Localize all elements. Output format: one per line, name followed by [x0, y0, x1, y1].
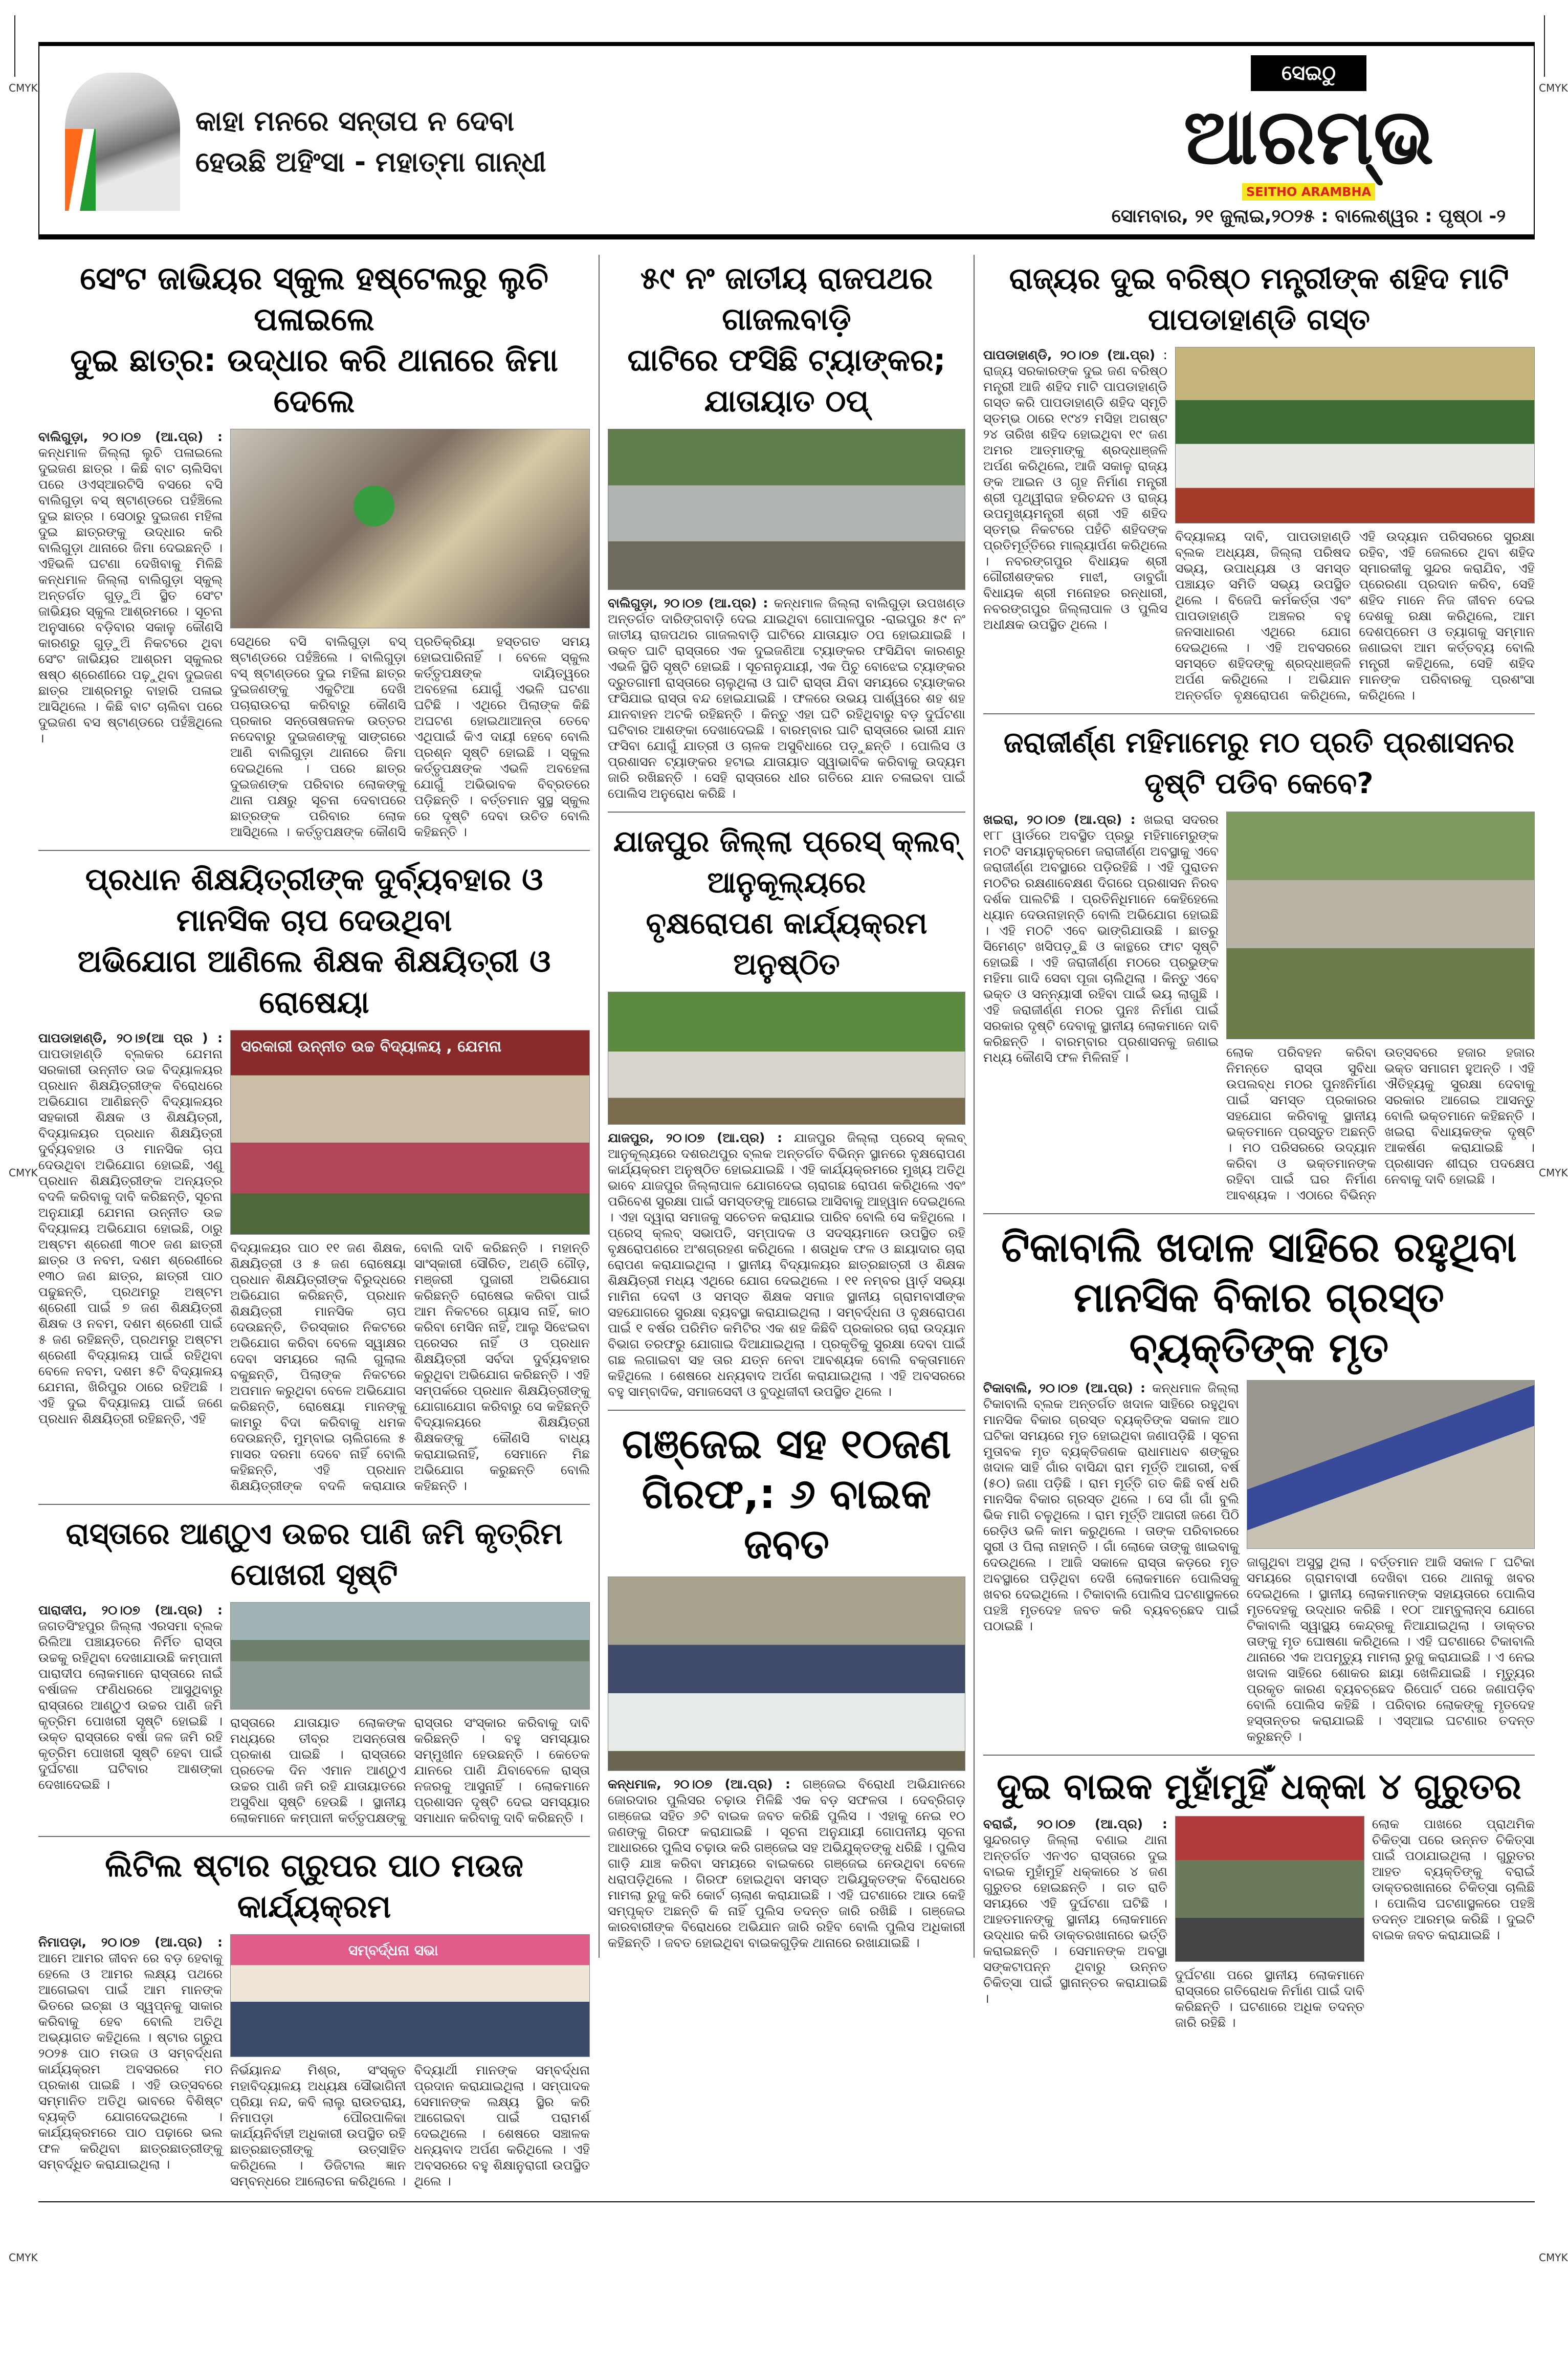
cmyk-mark: CMYK	[1539, 2251, 1568, 2264]
gandhi-quote	[195, 101, 546, 183]
story-content	[38, 1030, 590, 1494]
headline	[608, 821, 965, 984]
newspaper-page	[38, 0, 1535, 2223]
body-text: ଜଗତସିଂହପୁର ଜିଲ୍ଲା ଏରସମା ବ୍ଲକ ରିଲିଆ ପଞ୍ଚାୟତରେ ନିର୍ମିତ ରାସ୍ତା ଉଚ୍ଚକୁ ରହିଥିବା ଦେଖାଯାଉଛି କମ୍ପାନୀ ପାରାଦୀପ ଲୋକମାନେ ରାସ୍ତାରେ ନାଇଁ ବର୍ଷାଜଳ ଫଣିଧରରେ ଆସୁଥିବାରୁ ରାସ୍ତାରେ ଆଣ୍ଠୁଏ ଉଚ୍ଚର ପାଣି ଜମି କୃତ୍ରିମ ପୋଖରୀ ସୃଷ୍ଟି ହୋଇଛି । ଉକ୍ତ ରାସ୍ତାରେ ବର୍ଷା ଜଳ ଜମି ରହି କୃତ୍ରିମ ପୋଖରୀ ସୃଷ୍ଟି ହେବା ପାଇଁ ଦୁର୍ଘଟଣା ଘଟିବାର ଆଶଙ୍କା ଦେଖାଦେଇଛି ।	[38, 1618, 223, 1792]
masthead-english-tag: SEITHO ARAMBHA	[1242, 183, 1375, 201]
story-body	[38, 429, 223, 746]
divider	[38, 1836, 590, 1837]
story-side	[230, 1934, 590, 2189]
headline-line: ଗିରଫ,: ୬ ବାଇକ ଜବତ	[642, 1470, 932, 1568]
story-body	[608, 1130, 965, 1399]
story-body: ଜାଗୁଥିବା ଅସୁସ୍ଥ ଥିଲା । ବର୍ତ୍ତମାନ ଆଜି ସକାଳ ୮ ଘଟିକା ସମୟରେ ଗ୍ରାମବାସୀ ଦେଖିବା ପରେ ଥାନାକୁ ଖବର ଦେଇଥିଲେ । ସ୍ଥାନୀୟ ଲୋକମାନଙ୍କ ସହାୟତାରେ ପୋଲିସ ମୃତଦେହକୁ ଉଦ୍ଧାର କରିଛି । ୧୦୮ ଆମ୍ବୁଲାନ୍ସ ଯୋଗେ ଟିକାବାଲି ସ୍ୱାସ୍ଥ୍ୟ କେନ୍ଦ୍ରକୁ ନିଆଯାଇଥିଲା । ଡାକ୍ତର ତାଙ୍କୁ ମୃତ ଘୋଷଣା କରିଥିଲେ । ଏହି ଘଟଣାରେ ଟିକାବାଲି ଥାନାରେ ଏକ ଅପମୃତ୍ୟୁ ମାମଲା ରୁଜୁ କରାଯାଇଛି । ଏ ନେଇ ଖଦାଳ ସାହିରେ ଶୋକର ଛାୟା ଖେଳିଯାଇଛି । ମୃତ୍ୟୁର ପ୍ରକୃତ କାରଣ ବ୍ୟବଚ୍ଛେଦ ରିପୋର୍ଟ ପରେ ଜଣାପଡ଼ିବ ବୋଲି ପୋଲିସ କହିଛି । ପରିବାର ଲୋକଙ୍କୁ ମୃତଦେହ ହସ୍ତାନ୍ତର କରାଯାଇଛି । ଏସ୍ଆଇ ଘଟଣାର ତଦନ୍ତ କରୁଛନ୍ତି ।	[1246, 1555, 1535, 1744]
story-photo	[230, 1934, 590, 2057]
story-content	[608, 1577, 965, 1951]
dateline: ବାଲିଗୁଡ଼ା, ୨୦।୦୭ (ଆ.ପ୍ର) :	[608, 596, 768, 610]
story-body	[983, 812, 1219, 1065]
story-body: ଦୁର୍ଘଟଣା ପରେ ସ୍ଥାନୀୟ ଲୋକମାନେ ରାସ୍ତାରେ ଗତିରୋଧକ ନିର୍ମାଣ ପାଇଁ ଦାବି କରିଛନ୍ତି । ଘଟଣାରେ ଅଧିକ ତଦନ୍ତ ଜାରି ରହିଛି ।	[1175, 1967, 1364, 2030]
story-body	[983, 1380, 1239, 1634]
story-side	[230, 1602, 590, 1826]
story-body: ଲୋକ ପାଖରେ ପ୍ରାଥମିକ ଚିକିତ୍ସା ପରେ ଉନ୍ନତ ଚିକିତ୍ସା ପାଇଁ ପଠାଯାଇଥିଲା । ଗୁରୁତର ଆହତ ବ୍ୟକ୍ତିଙ୍କୁ ବରାଇଁ ଡାକ୍ତରଖାନାରେ ଚିକିତ୍ସା ଚାଲିଛି । ପୋଲିସ ଘଟଣାସ୍ଥଳରେ ପହଞ୍ଚି ତଦନ୍ତ ଆରମ୍ଭ କରିଛି । ଦୁଇଟି ବାଇକ ଜବତ କରାଯାଇଛି ।	[1372, 1817, 1535, 1942]
story-content	[983, 1816, 1535, 2030]
cmyk-mark: CMYK	[9, 2251, 38, 2264]
gandhi-quote-line1: କାହା ମନରେ ସନ୍ତାପ ନ ଦେବା	[195, 105, 515, 137]
body-text: : ରାଜ୍ୟ ସରକାରଙ୍କ ଦୁଇ ଜଣ ବରିଷ୍ଠ ମନ୍ତ୍ରୀ ଆଜି ଶହିଦ ମାଟି ପାପଡାହାଣ୍ଡି ଗସ୍ତ କରି ପାପଡାହାଣ୍ଡି ଶହିଦ ସ୍ମୃତି ସ୍ତମ୍ଭ ଠାରେ ୧୯୪୨ ମସିହା ଅଗଷ୍ଟ ୨୪ ତାରିଖ ଶହିଦ ହୋଇଥିବା ୧୯ ଜଣ ଅମର ଆତ୍ମାଙ୍କୁ ଶ୍ରଦ୍ଧାଞ୍ଜଳି ଅର୍ପଣ କରିଥିଲେ, ଆଜି ସକାଳୁ ରାଜ୍ୟ ଙ୍କ ଆଇନ ଓ ଗୃହ ନିର୍ମାଣ ମନ୍ତ୍ରୀ ଶ୍ରୀ ପୃଥ୍ୱୀରାଜ ହରିଚନ୍ଦନ ଓ ରାଜ୍ୟ ଉପମୁଖ୍ୟମନ୍ତ୍ରୀ ଶ୍ରୀ ଏହି ଶହିଦ ସ୍ତମ୍ଭ ନିକଟରେ ପହଁଚି ଶହିଦଙ୍କ ପ୍ରତିମୂର୍ତ୍ତିରେ ମାଲ୍ୟାର୍ପଣ କରିଥିଲେ । ନବରଙ୍ଗପୁର ବିଧାୟକ ଶ୍ରୀ ଗୌରୀଶଙ୍କର ମାଝୀ, ଡାବୁଗାଁ ବିଧାୟକ ଶ୍ରୀ ମନୋହର ରନ୍ଧାରୀ, ନବରଙ୍ଗପୁର ଜିଲ୍ଲାପାଳ ଓ ପୁଲିସ ଅଧୀକ୍ଷକ ଉପସ୍ଥିତ ଥିଲେ ।	[983, 347, 1167, 632]
body-text: ଖଇରା ସଦରର ୧୮୮ ୱାର୍ଡରେ ଅବସ୍ଥିତ ପ୍ରଭୁ ମହିମାମେରୁଙ୍କ ମଠଟି ସମୟାନୁକ୍ରମେ ଜରାଜୀର୍ଣ୍ଣ ଅବସ୍ଥାକୁ ଏବେ ଜରାଜୀର୍ଣ୍ଣ ଅବସ୍ଥାରେ ପଡ଼ିରହିଛି । ଏହି ପୁରାତନ ମଠଟିର ରକ୍ଷଣାବେକ୍ଷଣ ଦିଗରେ ପ୍ରଶାସନ ନିରବ ଦର୍ଶକ ପାଲଟିଛି । ପ୍ରତିନିଧିମାନେ କେହିହେଲେ ଧ୍ୟାନ ଦେଉନାହାନ୍ତି ବୋଲି ଅଭିଯୋଗ ହୋଇଛି । ଏହି ମଠଟି ଏବେ ଭାଙ୍ଗିଯାଉଛି । ଛାତରୁ ସିମେଣ୍ଟ ଖସିପଡ଼ୁଛି ଓ କାନ୍ଥରେ ଫାଟ ସୃଷ୍ଟି ହୋଇଛି । ଏହି ଜରାଜୀର୍ଣ୍ଣ ମଠରେ ପ୍ରଭୁଙ୍କ ମହିମା ଗାଦି ସେବା ପୂଜା ଚାଲିଥିଲା । କିନ୍ତୁ ଏବେ ଭକ୍ତ ଓ ସନ୍ନ୍ୟାସୀ ରହିବା ପାଇଁ ଭୟ ଲାଗୁଛି । ଏହି ଜରାଜୀର୍ଣ୍ଣ ମଠର ପୁନଃ ନିର୍ମାଣ ପାଇଁ ସରକାର ଦୃଷ୍ଟି ଦେବାକୁ ସ୍ଥାନୀୟ ଲୋକମାନେ ଦାବି କରିଛନ୍ତି । ବାରମ୍ବାର ପ୍ରଶାସନକୁ ଜଣାଇ ମଧ୍ୟ କୌଣସି ଫଳ ମିଳିନାହିଁ ।	[983, 812, 1219, 1065]
story-body: ବିଦ୍ୟାଳୟର ପାଠ ୧୧ ଜଣ ଶିକ୍ଷକ, ଶିକ୍ଷୟିତ୍ରୀ ଓ ୫ ଜଣ ରୋଷେୟା ପ୍ରଧାନ ଶିକ୍ଷୟିତ୍ରୀଙ୍କ ବିରୁଦ୍ଧରେ ଅଭିଯୋଗ କରିଛନ୍ତି, ପ୍ରଧାନ ଶିକ୍ଷୟିତ୍ରୀ ମାନସିକ ଚାପ ଦେଉଛନ୍ତି, ତିରସ୍କାର ନିକଟରେ ଅଭିଯୋଗ କରିବା ବେଳେ ସ୍ୱାକ୍ଷର ଦେବା ସମୟରେ ଲାଲି ଗୁଲାଲ ବକୁଛନ୍ତି, ପିଲାଙ୍କ ନିକଟରେ ଅପମାନ କରୁଥିବା ବେଳେ ଅଭିଯୋଗ କରିଛନ୍ତି, ରୋଷେୟା ମାନଙ୍କୁ କାମରୁ ବିଦା କରିବାକୁ ଧମକ ଦେଉଛନ୍ତି, ମୁମ୍ବାଇ ଚାଲିଗଲେ ୫ ମାସର ଦରମା ଦେବେ ନାହିଁ ବୋଲି କହିଛନ୍ତି, ଏହି ପ୍ରଧାନ ଶିକ୍ଷୟିତ୍ରୀଙ୍କ ବଦଳି କରାଯାଉ ବୋଲି ଦାବି କରିଛନ୍ତି । ମହାନ୍ତି ସାଂସ୍କାରୀ ସୌରିତ, ଅଣ୍ଡି ଗୌଡ଼, ମଞ୍ଜରୀ ପୁଜାରୀ ଅଭିଯୋଗ କରିଛନ୍ତି ରୋଷେଇ କରିବା ପାଇଁ ଆମ ନିକଟରେ ଗ୍ୟାସ ନାହିଁ, କାଠ କରିବା ମେସିନ ନାହିଁ, ଆଲୁ ସିଝେଇବା ପ୍ରେସର ନାହିଁ ଓ ପ୍ରଧାନ ଶିକ୍ଷୟିତ୍ରୀ ସର୍ବଦା ଦୁର୍ବ୍ୟବହାର କରୁଥିବା ଅଭିଯୋଗ କରିଛନ୍ତି । ଏହି ସମ୍ପର୍କରେ ପ୍ରଧାନ ଶିକ୍ଷୟିତ୍ରୀଙ୍କୁ ଯୋଗାଯୋଗ କରିବାରୁ ସେ କହିଛନ୍ତି ବିଦ୍ୟାଳୟରେ ଶିକ୍ଷୟିତ୍ରୀ ଶିକ୍ଷକଙ୍କୁ କୌଣସି ବାଧ୍ୟ କରାଯାଇନାହିଁ, ସେମାନେ ମିଛ ଅଭିଯୋଗ କରୁଛନ୍ତି ବୋଲି କହିଛନ୍ତି ।	[230, 1240, 590, 1493]
play-icon	[354, 486, 394, 527]
story-content	[983, 347, 1535, 703]
story-body	[983, 347, 1167, 632]
story-dilapidated-math	[983, 719, 1535, 1210]
story-body	[38, 1934, 223, 2172]
story-little-star-group	[38, 1842, 590, 2196]
dateline: ପାରାଦୀପ, ୨୦।୦୭ (ଆ.ପ୍ର) :	[38, 1603, 223, 1617]
headline-line: ଗଞ୍ଜେଇ ସହ ୧୦ଜଣ	[622, 1420, 952, 1468]
masthead-header	[38, 42, 1535, 239]
photo-sign-text: ସରକାରୀ ଉନ୍ନୀତ ଉଚ୍ଚ ବିଦ୍ୟାଳୟ , ଯେମନା	[241, 1038, 502, 1056]
headline: ଜରାଜୀର୍ଣ୍ଣ ମହିମାମେରୁ ମଠ ପ୍ରତି ପ୍ରଶାସନର ଦୃଷ୍ଟି ପଡିବ କେବେ?	[1003, 726, 1515, 800]
story-tanker-stuck	[608, 255, 965, 808]
divider	[983, 1213, 1535, 1214]
dateline: ଟିକାବାଲି, ୨୦।୦୭ (ଆ.ପ୍ର) :	[983, 1381, 1145, 1395]
story-body: ସେଥିରେ ବସି ବାଲିଗୁଡ଼ା ବସ୍ ଷ୍ଟାଣ୍ଡରେ ପହଁଞ୍ଚିଲେ । ବାଲିଗୁଡ଼ା ବସ୍ ଷ୍ଟାଣ୍ଡରେ ଦୁଇ ମହିଳା ଛାତ୍ର ଦୁଇଜଣଙ୍କୁ ଏକୁଟିଆ ଦେଖି ପଚାରାଉଚରା କରିବାରୁ କୌଣସି ପ୍ରକାର ସନ୍ତୋଷଜନକ ଉତ୍ତର ନଦେବାରୁ ଦୁଇଜଣଙ୍କୁ ସାଙ୍ଗରେ ଆଣି ବାଲିଗୁଡ଼ା ଥାନାରେ ଜିମା ଦେଇଥିଲେ । ପରେ ଛାତ୍ର ଦୁଇଜଣଙ୍କ ପରିବାର ଲୋକଙ୍କୁ ଥାନା ପକ୍ଷରୁ ସୂଚନା ଦେବାପରେ ଛାତ୍ରଙ୍କ ପରିବାର ଲୋକ ଆସିଥିଲେ । କର୍ତ୍ତୃପକ୍ଷଙ୍କ କୌଣସି ପ୍ରତିକ୍ରିୟା ହସ୍ତଗତ ସମୟ ହୋଇପାରିନାହିଁ । ବେଳେ ସ୍କୁଲ କର୍ତ୍ତୃପକ୍ଷଙ୍କ ଦାୟିତ୍ୱରେ ଅବହେଳା ଯୋଗୁଁ ଏଭଳି ଘଟଣା ଘଟିଛି । ଏଥିରେ ପିଲାଙ୍କ କିଛି ଅଘଟଣ ହୋଇଥାଆନ୍ତା ତେବେ ଏଥିପାଇଁ କିଏ ଦାୟୀ ହେବେ ବୋଲି ପ୍ରଶ୍ନ ସୃଷ୍ଟି ହୋଇଛି । ସ୍କୁଲ କର୍ତ୍ତୃପକ୍ଷଙ୍କ ଏଭଳି ଅବହେଳା ଯୋଗୁଁ ଅଭିଭାବକ ବିବ୍ରତରେ ପଡ଼ିଛନ୍ତି । ବର୍ତ୍ତମାନ ସୁସ୍ଥ ସ୍କୁଲ ରେ ଦୃଷ୍ଟି ଦେବା ଉଚିତ ବୋଲି କହିଛନ୍ତି ।	[230, 634, 590, 839]
body-text: ଗଞ୍ଜେଇ ବିରୋଧୀ ଅଭିଯାନରେ ଜୋରଦାର ପୁଲିସର ଚଢ଼ାଉ ମିଳିଛି ଏକ ବଡ଼ ସଫଳତା । ଦେବ୍ରିଗଡ଼ ଗଞ୍ଜେଇ ସହିତ ୬ଟି ବାଇକ ଜବତ କରିଛି ପୁଲିସ । ଏହାକୁ ନେଇ ୧୦ ଜଣଙ୍କୁ ଗିରଫ କରାଯାଇଛି । ସୂଚନା ଅନୁଯାୟୀ ଗୋପନୀୟ ସୂଚନା ଆଧାରରେ ପୁଲିସ ଚଢ଼ାଉ କରି ଗଞ୍ଜେଇ ସହ ଅଭିଯୁକ୍ତଙ୍କୁ ଧରିଛି । ପୁଲିସ ଗାଡ଼ି ଯାଞ୍ଚ କରିବା ସମୟରେ ବାଇକରେ ଗଞ୍ଜେଇ ନେଉଥିବା ବେଳେ ଧରାପଡ଼ିଥିଲେ । ଗିରଫ ହୋଇଥିବା ସମସ୍ତ ଅଭିଯୁକ୍ତଙ୍କ ବିରୋଧରେ ମାମଲା ରୁଜୁ କରି କୋର୍ଟ ଚାଲାଣ କରାଯାଇଛି । ଏହି ଘଟଣାରେ ଆଉ କେହି ସମ୍ପୃକ୍ତ ଅଛନ୍ତି କି ନାହିଁ ପୁଲିସ ତଦନ୍ତ ଜାରି ରଖିଛି । ଗଞ୍ଜେଇ କାରବାରୀଙ୍କ ବିରୋଧରେ ଅଭିଯାନ ଜାରି ରହିବ ବୋଲି ପୁଲିସ ଅଧିକାରୀ କହିଛନ୍ତି । ଜବତ ହୋଇଥିବା ବାଇକଗୁଡ଼ିକ ଥାନାରେ ରଖାଯାଇଛି ।	[608, 1777, 965, 1950]
cmyk-mark: CMYK	[1539, 1167, 1568, 1179]
headline: ରାଜ୍ୟର ଦୁଇ ବରିଷ୍ଠ ମନ୍ତ୍ରୀଙ୍କ ଶହିଦ ମାଟି ପାପଡାହାଣ୍ଡି ଗସ୍ତ	[1009, 261, 1509, 337]
story-body	[38, 1602, 223, 1792]
story-body	[608, 595, 965, 801]
issue-dateline: ସୋମବାର, ୨୧ ଜୁଲାଇ,୨୦୨୫ : ବାଲେଶ୍ୱର : ପୃଷ୍ଠା -୨	[1111, 206, 1506, 227]
middle-column	[599, 255, 975, 1958]
cmyk-mark: CMYK	[9, 1167, 38, 1179]
story-photo	[1247, 1380, 1535, 1549]
divider	[38, 850, 590, 851]
body-text: ଯାଜପୁର ଜିଲ୍ଲା ପ୍ରେସ୍ କ୍ଲବ୍ ଆନୁକୂଲ୍ୟରେ ଦଶରଥପୁର ବ୍ଲକ ଅନ୍ତର୍ଗତ ବିଭିନ୍ନ ସ୍ଥାନରେ ବୃକ୍ଷରୋପଣ କାର୍ଯ୍ୟକ୍ରମ ଅନୁଷ୍ଠିତ ହୋଇଯାଇଛି । ଏହି କାର୍ଯ୍ୟକ୍ରମରେ ମୁଖ୍ୟ ଅତିଥି ଭାବେ ଯାଜପୁର ଜିଲ୍ଲାପାଳ ଯୋଗଦେଇ ଚାରାଗଛ ରୋପଣ କରିଥିଲେ ଏବଂ ପରିବେଶ ସୁରକ୍ଷା ପାଇଁ ସମସ୍ତଙ୍କୁ ଆଗେଇ ଆସିବାକୁ ଆହ୍ୱାନ ଦେଇଥିଲେ । ଏହା ଦ୍ୱାରା ସମାଜକୁ ସଚେତନ କରାଯାଇ ପାରିବ ବୋଲି ସେ କହିଥିଲେ । ପ୍ରେସ୍ କ୍ଲବ୍ ସଭାପତି, ସମ୍ପାଦକ ଓ ସଦସ୍ୟମାନେ ଉପସ୍ଥିତ ରହି ବୃକ୍ଷରୋପଣରେ ଅଂଶଗ୍ରହଣ କରିଥିଲେ । ଶତାଧିକ ଫଳ ଓ ଛାୟାଦାର ଚାରା ରୋପଣ କରାଯାଇଥିଲା । ସ୍ଥାନୀୟ ବିଦ୍ୟାଳୟର ଛାତ୍ରଛାତ୍ରୀ ଓ ଶିକ୍ଷକ ଶିକ୍ଷୟିତ୍ରୀ ମଧ୍ୟ ଏଥିରେ ଯୋଗ ଦେଇଥିଲେ । ୧୧ ନମ୍ବର ୱାର୍ଡ଼ ସଭ୍ୟା ମାମିନା ଦେବୀ ଓ ସମସ୍ତ ଶିକ୍ଷକ ସମାଜ ସ୍ଥାନୀୟ ଗ୍ରାମବାସୀଙ୍କ ସହଯୋଗରେ ସୁରକ୍ଷା ବ୍ୟବସ୍ଥା କରାଯାଇଥିଲା । ସମ୍ବର୍ଦ୍ଧନା ଓ ବୃକ୍ଷରୋପଣ ପାଇଁ ୧ ବର୍ଷର ପରିମିତ କମିଟିର ଏକ ଶହ କିଛିବି ପ୍ରକାରର ଚାରା ଉଦ୍ୟାନ ବିଭାଗ ତରଫରୁ ଯୋଗାଇ ଦିଆଯାଇଥିଲା । ପ୍ରକୃତିକୁ ସୁରକ୍ଷା ଦେବା ପାଇଁ ଗଛ ଲଗାଇବା ସହ ତାର ଯତ୍ନ ନେବା ଆବଶ୍ୟକ ବୋଲି ବକ୍ତାମାନେ କହିଥିଲେ । ଶେଷରେ ଧନ୍ୟବାଦ ଅର୍ପଣ କରାଯାଇଥିଲା । ଏହି ଅବସରରେ ବହୁ ସାମ୍ବାଦିକ, ସମାଜସେବୀ ଓ ବୁଦ୍ଧିଜୀବୀ ଉପସ୍ଥିତ ଥିଲେ ।	[608, 1130, 965, 1399]
story-photo	[608, 429, 965, 590]
story-waterlogging	[38, 1510, 590, 1833]
story-headmistress-complaint	[38, 856, 590, 1501]
story-body: ଲୋକ ପରିବହନ କରିବା ନିମନ୍ତେ ରାସ୍ତା ସୁବିଧା ଉପଲବ୍ଧ ମଠର ପୁନଃନିର୍ମାଣ ପାଇଁ ସମସ୍ତ ପ୍ରକାରର ସହଯୋଗ କରିବାକୁ ସ୍ଥାନୀୟ ଭକ୍ତମାନେ ପ୍ରସ୍ତୁତ ଅଛନ୍ତି । ମଠ ପରିସରରେ ଉଦ୍ୟାନ କରିବା ଓ ଭକ୍ତମାନଙ୍କ ରହିବା ପାଇଁ ଘର ନିର୍ମାଣ ଆବଶ୍ୟକ । ଏଠାରେ ବିଭିନ୍ନ ଉତ୍ସବରେ ହଜାର ହଜାର ଭକ୍ତ ସମାଗମ ହୁଅନ୍ତି । ଏହି ଐତିହ୍ୟକୁ ସୁରକ୍ଷା ଦେବାକୁ ସରକାର ଆଗେଇ ଆସନ୍ତୁ ବୋଲି ଭକ୍ତମାନେ କହିଛନ୍ତି । ଖଇରା ବିଧାୟକଙ୍କ ଦୃଷ୍ଟି ଆକର୍ଷଣ କରାଯାଇଛି । ପ୍ରଶାସନ ଶୀଘ୍ର ପଦକ୍ଷେପ ନେବାକୁ ଦାବି ହୋଇଛି ।	[1226, 1045, 1535, 1202]
dateline: ବାଲିଗୁଡ଼ା, ୨୦।୦୭ (ଆ.ପ୍ର) :	[38, 429, 223, 444]
story-press-club-plantation	[608, 818, 965, 1407]
gandhi-quote-line2: ହେଉଛି ଅହିଂସା - ମହାତ୍ମା ଗାନ୍ଧୀ	[195, 146, 546, 178]
headline	[608, 1419, 965, 1569]
dateline: ଖଇରା, ୨୦।୦୭ (ଆ.ପ୍ର) :	[983, 812, 1136, 827]
story-content	[38, 429, 590, 840]
tricolour-flag	[65, 129, 96, 211]
headline-line: ଘାଟିରେ ଫସିଛି ଟ୍ୟାଙ୍କର; ଯାତାୟାତ ଠପ୍	[627, 342, 946, 419]
story-side	[1175, 347, 1535, 703]
headline	[983, 1222, 1535, 1373]
story-side	[1226, 812, 1535, 1203]
headline-line: ସେଂଟ ଜାଭିୟର ସ୍କୁଲ ହଷ୍ଟେଲରୁ ଲୁଚି ପଳାଇଲେ	[80, 259, 548, 338]
body-text: କନ୍ଧମାଳ ଜିଲ୍ଲା ବାଲିଗୁଡ଼ା ଉପଖଣ୍ଡ ଅନ୍ତର୍ଗତ ଦାରିଙ୍ଗବାଡ଼ି ଦେଇ ଯାଇଥିବା ଗୋପାଳପୁର -ରାଇପୁର ୫୯ ନଂ ଜାତୀୟ ରାଜପଥର ଗାଜଲବାଡ଼ି ଘାଟିରେ ଯାତାୟାତ ଠପ ହୋଇଯାଇଛି । ଉକ୍ତ ଘାଟି ରାସ୍ତାରେ ଏକ ଦୁଇଜଣିଆ ଟ୍ୟାଙ୍କର ଫସିଯିବା କାରଣରୁ ଏଭଳି ସ୍ଥିତି ସୃଷ୍ଟି ହୋଇଛି । ସୂଚନାନୁଯାୟୀ, ଏକ ପିଚୁ ବୋଝେଇ ଟ୍ୟାଙ୍କର ଦ୍ରୁତଗାମୀ ରାସ୍ତାରେ ଚାଲୁଥିଲା ଓ ଘାଟି ରାସ୍ତା ଯିବା ସମୟରେ ଟ୍ୟାଙ୍କର ଫସିଯାଇ ରାସ୍ତା ବନ୍ଦ ହୋଇଯାଇଛି । ଫଳରେ ଉଭୟ ପାର୍ଶ୍ୱରେ ଶହ ଶହ ଯାନବାହନ ଅଟକି ରହିଛନ୍ତି । କିନ୍ତୁ ଏହା ଘଟି ରହିଥିବାରୁ ବଡ଼ ଦୁର୍ଘଟଣା ଘଟିବାର ଆଶଙ୍କା ଦେଖାଦେଇଛି । ବାରମ୍ବାର ଘାଟି ରାସ୍ତାରେ ଭାରୀ ଯାନ ଫସିବା ଯୋଗୁଁ ଯାତ୍ରୀ ଓ ଚାଳକ ଅସୁବିଧାରେ ପଡ଼ୁଛନ୍ତି । ପୋଲିସ ଓ ପ୍ରଶାସନ ଟ୍ୟାଙ୍କର ହଟାଇ ଯାତାୟାତ ସ୍ୱାଭାବିକ କରିବାକୁ ଉଦ୍ୟମ ଜାରି ରଖିଛନ୍ତି । ସେହି ରାସ୍ତାରେ ଧୀର ଗତିରେ ଯାନ ଚଳାଇବା ପାଇଁ ପୋଲିସ ଅନୁରୋଧ କରିଛି ।	[608, 596, 965, 801]
story-photo	[608, 992, 965, 1125]
headline-line: ୫୯ ନଂ ଜାତୀୟ ରାଜପଥର ଗାଜଲବାଡ଼ି	[640, 260, 933, 337]
photo-sign-text: ସମ୍ବର୍ଦ୍ଧନା ସଭା	[348, 1942, 438, 1959]
story-side	[1175, 1816, 1364, 2030]
headline-line: ଅଭିଯୋଗ ଆଣିଲେ ଶିକ୍ଷକ ଶିକ୍ଷୟିତ୍ରୀ ଓ ରୋଷେୟା	[77, 944, 551, 1020]
headline: ଦୁଇ ବାଇକ ମୁହାଁମୁହିଁ ଧକ୍କା ୪ ଗୁରୁତର	[997, 1765, 1521, 1807]
news-columns	[38, 255, 1535, 2196]
divider	[983, 1755, 1535, 1756]
headline: ରାସ୍ତାରେ ଆଣ୍ଠୁଏ ଉଚ୍ଚର ପାଣି ଜମି କୃତ୍ରିମ ପୋଖରୀ ସୃଷ୍ଟି	[65, 1516, 563, 1592]
cmyk-mark: CMYK	[9, 82, 38, 94]
story-bike-collision	[983, 1761, 1535, 2038]
dateline: କନ୍ଧମାଳ, ୨୦।୦୭ (ଆ.ପ୍ର) :	[608, 1777, 790, 1791]
headline: ଲିଟିଲ ଷ୍ଟାର ଗ୍ରୁପର ପାଠ ମଉଜ କାର୍ଯ୍ୟକ୍ରମ	[105, 1847, 523, 1925]
story-body	[38, 1030, 223, 1427]
headline-line: ପ୍ରଧାନ ଶିକ୍ଷୟିତ୍ରୀଙ୍କ ଦୁର୍ବ୍ୟବହାର ଓ ମାନସିକ ଚାପ ଦେଉଥିବା	[85, 862, 543, 938]
story-body: ରାସ୍ତାରେ ଯାତାୟାତ ଲୋକଙ୍କ ମଧ୍ୟରେ ତୀବ୍ର ଅସନ୍ତୋଷ ପ୍ରକାଶ ପାଇଛି । ରାସ୍ତାରେ ପ୍ରତେକ ଦିନ ଏମାନ ଆଣ୍ଠୁଏ ଉଚ୍ଚର ପାଣି ଜମି ରହି ଯାତାୟାତରେ ଅସୁବିଧା ସୃଷ୍ଟି ହେଉଛି । ସ୍ଥାନୀୟ ଲୋକମାନେ କମ୍ପାନୀ କର୍ତ୍ତୃପକ୍ଷଙ୍କୁ ରାସ୍ତାର ସଂସ୍କାର କରିବାକୁ ଦାବି କରିଛନ୍ତି । ବହୁ ସମସ୍ୟାର ସମ୍ମୁଖୀନ ହେଉଛନ୍ତି । କେତେକ ଯାନରେ ପାଣି ଯିବାବେଳେ ରାସ୍ତା ନଜରକୁ ଆସୁନାହିଁ । ଲୋକମାନେ ପ୍ରଶାସନ ଦୃଷ୍ଟି ଦେଇ ସମସ୍ୟାର ସମାଧାନ କରିବାକୁ ଦାବି କରିଛନ୍ତି ।	[230, 1715, 590, 1825]
divider	[608, 812, 965, 813]
story-body	[983, 1816, 1167, 2006]
story-side	[1247, 1380, 1535, 1744]
headline-line: ଦୁଇ ଛାତ୍ର: ଉଦ୍ଧାର କରି ଥାନାରେ ଜିମା ଦେଲେ	[70, 341, 558, 420]
dateline: ପାପଡାହାଣ୍ଡି, ୨୦।୭(ଆ ପ୍ର ) :	[38, 1031, 223, 1045]
body-text: ପାପଡାହାଣ୍ଡି ବ୍ଲକର ଯେମନା ସରକାରୀ ଉନ୍ନୀତ ଉଚ୍ଚ ବିଦ୍ୟାଳୟର ପ୍ରଧାନ ଶିକ୍ଷୟିତ୍ରୀଙ୍କ ବିରୋଧରେ ଅଭିଯୋଗ ଆଣିଛନ୍ତି ବିଦ୍ୟାଳୟର ସହକାରୀ ଶିକ୍ଷକ ଓ ଶିକ୍ଷୟିତ୍ରୀ, ବିଦ୍ୟାଳୟର ପ୍ରଧାନ ଶିକ୍ଷୟିତ୍ରୀ ଦୁର୍ବ୍ୟବହାର ଓ ମାନସିକ ଚାପ ଦେଉଥିବା ଅଭିଯୋଗ ହୋଇଛି, ଏଣୁ ପ୍ରଧାନ ଶିକ୍ଷୟିତ୍ରୀଙ୍କ ଅନ୍ୟତ୍ର ବଦଳି କରିବାକୁ ଦାବି କରିଛନ୍ତି, ସୂଚନା ଅନୁଯାୟୀ ଯେମନା ଉନ୍ନୀତ ଉଚ୍ଚ ବିଦ୍ୟାଳୟ ଅଭିଯୋଗ ହୋଇଛି, ଠାରୁ ଅଷ୍ଟମ ଶ୍ରେଣୀ ୩୦୧ ଜଣ ଛାତ୍ରୀ ଛାତ୍ର ଓ ନବମ, ଦଶମ ଶ୍ରେଣୀରେ ୧୩୦ ଜଣ ଛାତ୍ର, ଛାତ୍ରୀ ପାଠ ପଢୁଛନ୍ତି, ପ୍ରଥମରୁ ଅଷ୍ଟମ ଶ୍ରେଣୀ ପାଇଁ ୭ ଜଣ ଶିକ୍ଷୟିତ୍ରୀ ଶିକ୍ଷକ ଓ ନବମ, ଦଶମ ଶ୍ରେଣୀ ପାଇଁ ୫ ଜଣ ରହିଛନ୍ତି, ପ୍ରଥମରୁ ଅଷ୍ଟମ ଶ୍ରେଣୀ ବିଦ୍ୟାଳୟ ପାଇଁ ରହିଥିବା ବେଳେ ନବମ, ଦଶମ ୫ଟି ବିଦ୍ୟାଳୟ ଯେମନା, ଖିରିପୁର ଠାରେ ରହିଅଛି । ଏହି ଦୁଇ ବିଦ୍ୟାଳୟ ପାଇଁ ଜଣେ ପ୍ରଧାନ ଶିକ୍ଷୟିତ୍ରୀ ରହିଛନ୍ତି, ଏହି	[38, 1046, 223, 1426]
story-photo	[230, 1602, 590, 1710]
headline-line: ମାନସିକ ବିକାର ଗ୍ରସ୍ତ ବ୍ୟକ୍ତିଙ୍କ ମୃତ	[1073, 1274, 1444, 1371]
story-side	[230, 1030, 590, 1494]
story-photo	[1175, 1816, 1364, 1962]
story-ganja-arrest	[608, 1416, 965, 1958]
story-photo	[1175, 347, 1535, 523]
body-text: ସୁନ୍ଦରଗଡ଼ ଜିଲ୍ଲା ବଣାଇ ଥାନା ଅନ୍ତର୍ଗତ ଏନଏଚ ରାସ୍ତାରେ ଦୁଇ ବାଇକ ମୁହାଁମୁହିଁ ଧକ୍କାରେ ୪ ଜଣ ଗୁରୁତର ହୋଇଛନ୍ତି । ଗତ ରାତି ସମୟରେ ଏହି ଦୁର୍ଘଟଣା ଘଟିଛି । ଆହତମାନଙ୍କୁ ସ୍ଥାନୀୟ ଲୋକମାନେ ଉଦ୍ଧାର କରି ଡାକ୍ତରଖାନାରେ ଭର୍ତ୍ତି କରାଇଛନ୍ତି । ସେମାନଙ୍କ ଅବସ୍ଥା ସଙ୍କଟାପନ୍ନ ଥିବାରୁ ଉନ୍ନତ ଚିକିତ୍ସା ପାଇଁ ସ୍ଥାନାନ୍ତର କରାଯାଇଛି ।	[983, 1832, 1167, 2006]
headline-line: ଟିକାବାଲି ଖଦାଳ ସାହିରେ ରହୁଥିବା	[1001, 1223, 1517, 1271]
masthead	[1104, 55, 1513, 228]
left-column	[38, 255, 590, 2196]
dateline: ଯାଜପୁର, ୨୦।୦୭ (ଆ.ପ୍ର) :	[608, 1130, 783, 1145]
story-body: ବିଦ୍ୟାଳୟ ଦାବି, ପାପଡାହାଣ୍ଡି ବ୍ଲକ ଅଧ୍ୟକ୍ଷ, ଜିଲ୍ଲା ପରିଷଦ ସଭ୍ୟ, ଉପାଧ୍ୟକ୍ଷ ଓ ସମସ୍ତ ପଞ୍ଚାୟତ ସମିତି ସଭ୍ୟ ଉପସ୍ଥିତ ଥିଲେ । ବିଜେପି କର୍ମକର୍ତ୍ତା ଏବଂ ପାପଡାହାଣ୍ଡି ଅଞ୍ଚଳର ବହୁ ଜନସାଧାରଣ ଏଥିରେ ଯୋଗ ଦେଇଥିଲେ । ଏହି ଅବସରରେ ସମସ୍ତେ ଶହିଦଙ୍କୁ ଶ୍ରଦ୍ଧାଞ୍ଜଳି ଅର୍ପଣ କରିଥିଲେ । ଅଭିଯାନ ଅନ୍ତର୍ଗତ ବୃକ୍ଷରୋପଣ କରିଥିଲେ, ଏହି ଉଦ୍ୟାନ ପରିସରରେ ସୁରକ୍ଷା ରହିବ, ଏହି ଜେଲରେ ଥିବା ଶହିଦ ସ୍ମାରକୀକୁ ସୁନ୍ଦର କରାଯିବ, ଏହି ପ୍ରେରଣା ପ୍ରଦାନ କରିବ, ସେହି ଶହିଦ ମାନେ ନିଜ ଜୀବନ ଦେଇ ଦେଶକୁ ରକ୍ଷା କରିଥିଲେ, ଆମ ଦେଶପ୍ରେମ ଓ ତ୍ୟାଗକୁ ସମ୍ମାନ ଜଣାଇବା ଆମ କର୍ତ୍ତବ୍ୟ ବୋଲି ମନ୍ତ୍ରୀ କହିଥିଲେ, ସେହି ଶହିଦ ମାନଙ୍କ ପରିବାରକୁ ପ୍ରଶଂସା କରିଥିଲେ ।	[1175, 529, 1535, 703]
story-body	[608, 1776, 965, 1951]
story-photo	[1226, 812, 1535, 1039]
divider	[608, 1410, 965, 1411]
story-content	[608, 429, 965, 801]
right-column	[983, 255, 1535, 2038]
masthead-logo: ଆରମ୍ଭ	[1183, 93, 1434, 182]
story-content	[38, 1602, 590, 1826]
masthead-tag: ସେଇଠୁ	[1251, 55, 1366, 91]
story-photo	[230, 429, 590, 628]
headline	[608, 258, 965, 422]
dateline: ପାପଡାହାଣ୍ଡି, ୨୦।୦୭ (ଆ.ପ୍ର)	[983, 347, 1156, 362]
story-content	[38, 1934, 590, 2189]
divider	[38, 1504, 590, 1505]
page-bottom-rule	[38, 2201, 1535, 2202]
registration-mark	[1544, 15, 1545, 77]
story-ministers-visit	[983, 255, 1535, 710]
quote-banner	[65, 55, 546, 228]
body-text: କନ୍ଧମାଳ ଜିଲ୍ଲା ଲୁଚି ପଳାଇଲେ ଦୁଇଜଣ ଛାତ୍ର । କିଛି ବାଟ ଚାଲିସିବା ପରେ ଓଏସ୍ଆରଟିସି ବସରେ ବସି ବାଲିଗୁଡ଼ା ବସ୍ ଷ୍ଟାଣ୍ଡରେ ପହଁଞ୍ଚିଲେ ଦୁଇ ଛାତ୍ର । ସେଠାରୁ ଦୁଇଜଣ ମହିଳା ଦୁଇ ଛାତ୍ରଙ୍କୁ ଉଦ୍ଧାର କରି ବାଲିଗୁଡ଼ା ଥାନାରେ ଜିମା ଦେଇଛନ୍ତି । ଏହିଭଳି ଘଟଣା ଦେଖିବାକୁ ମିଳିଛି କନ୍ଧମାଳ ଜିଲ୍ଲା ବାଲିଗୁଡ଼ା ସ୍କୁଲ୍ ଅନ୍ତର୍ଗତ ଗୁଡ଼ୁଅି ସ୍ଥିତ ସେଂଟ ଜାଭିୟର ସ୍କୁଲ ଆଶ୍ରମରେ । ସୂଚନା ଅନୁସାରେ ବଡ଼ିବାର ସକାଳୁ କୌଣସି କାରଣରୁ ଗୁଡ଼ୁଅି ନିକଟରେ ଥିବା ସେଂଟ ଜାଭିୟର ଆଶ୍ରମ ସ୍କୁଲର ଷଷ୍ଠ ଶ୍ରେଣୀରେ ପଢ଼ୁଥିବା ଦୁଇଜଣ ଛାତ୍ର ଆଶ୍ରମରୁ ବାହାରି ପଳାଇ ଆସିଥିଲେ । କିଛି ବାଟ ଚାଲିବା ପରେ ଦୁଇଜଣ ବସ ଷ୍ଟାଣ୍ଡରେ ପହଁଞ୍ଚିଥିଲେ ।	[38, 445, 223, 746]
story-photo	[230, 1030, 590, 1235]
dateline: ନିମାପଡ଼ା, ୨୦।୦୭ (ଆ.ପ୍ର) :	[38, 1935, 223, 1950]
headline-line: ବୃକ୍ଷରୋପଣ କାର୍ଯ୍ୟକ୍ରମ ଅନୁଷ୍ଠିତ	[646, 906, 927, 981]
body-text: ଆମେ ଆମର ଜୀବନ ରେ ବଡ଼ ହେବାକୁ ହେଲେ ଓ ଆମର ଲକ୍ଷ୍ୟ ପଥରେ ଆଗେଇବା ପାଇଁ ଆମ ମାନଙ୍କ ଭିତରେ ଇଚ୍ଛା ଓ ସ୍ୱପ୍ନକୁ ସାକାର କରିବାକୁ ହେବ ବୋଲି ଅତିଥି ଅଭ୍ୟାଗତ କହିଥିଲେ । ଷ୍ଟାର ଗ୍ରୁପ ୨୦୨୫ ପାଠ ମଉଜ ଓ ସମ୍ବର୍ଦ୍ଧନା କାର୍ଯ୍ୟକ୍ରମ ଅବସରରେ ମଠ ପ୍ରକାଶ ପାଇଛି । ଏହି ଉତ୍ସବରେ ସମ୍ମାନିତ ଅତିଥି ଭାବରେ ବିଶିଷ୍ଟ ବ୍ୟକ୍ତି ଯୋଗଦେଇଥିଲେ । କାର୍ଯ୍ୟକ୍ରମରେ ପାଠ ପଢ଼ାରେ ଭଲ ଫଳ କରିଥିବା ଛାତ୍ରଛାତ୍ରୀଙ୍କୁ ସମ୍ବର୍ଦ୍ଧିତ କରାଯାଇଥିଲା ।	[38, 1951, 223, 2172]
story-content	[983, 1380, 1535, 1744]
headline-line: ଯାଜପୁର ଜିଲ୍ଲା ପ୍ରେସ୍ କ୍ଲବ୍ ଆନୁକୂଲ୍ୟରେ	[613, 824, 960, 900]
cmyk-mark: CMYK	[1539, 82, 1568, 94]
headline	[38, 859, 590, 1023]
story-mentally-ill-death	[983, 1219, 1535, 1752]
story-content	[983, 812, 1535, 1203]
registration-mark	[14, 15, 15, 77]
body-text: କନ୍ଧମାଳ ଜିଲ୍ଲା ଟିକାବାଲି ବ୍ଲକ ଅନ୍ତର୍ଗତ ଖଦାଳ ସାହିରେ ରହୁଥିବା ମାନସିକ ବିକାର ଗ୍ରସ୍ତ ବ୍ୟକ୍ତିଙ୍କ ସକାଳ ଆଠ ଘଟିକା ସମୟରେ ମୃତ ହୋଇଥିବା ଜଣାପଡ଼ିଛି । ସୂଚନା ମୁତାବକ ମୃତ ବ୍ୟକ୍ତିଜଣକ ରାଧାମାଧବ ଶଙ୍କୁର ଖଦାଳ ସାହି ଗାଁର ବାସିନ୍ଦା ରାମ ମୂର୍ତ୍ତି ଆଗରୀ, ବର୍ଷ (୫୦) ଜଣା ପଡ଼ିଛି । ରାମ ମୂର୍ତ୍ତି ଗତ କିଛି ବର୍ଷ ଧରି ମାନସିକ ବିକାର ଗ୍ରସ୍ତ ଥିଲେ । ସେ ଗାଁ ଗାଁ ବୁଲି ଭିକ ମାଗି ଚଳୁଥିଲେ । ରାମ ମୂର୍ତ୍ତି ଆଗରୀ ଜଣେ ପିଠି ରେଡ଼ିଓ ଭଳି କାମ କରୁଥିଲେ । ତାଙ୍କ ପରିବାରରେ ସ୍ତ୍ରୀ ଓ ପିଲା ନାହାନ୍ତି । ଗାଁ ଲୋକେ ତାଙ୍କୁ ଖାଇବାକୁ ଦେଉଥିଲେ । ଆଜି ସକାଳେ ରାସ୍ତା କଡ଼ରେ ମୃତ ଅବସ୍ଥାରେ ପଡ଼ିଥିବା ଦେଖି ଲୋକମାନେ ପୋଲିସକୁ ଖବର ଦେଇଥିଲେ । ଟିକାବାଲି ପୋଲିସ ଘଟଣାସ୍ଥଳରେ ପହଞ୍ଚି ମୃତଦେହ ଜବତ କରି ବ୍ୟବଚ୍ଛେଦ ପାଇଁ ପଠାଇଛି ।	[983, 1381, 1239, 1633]
story-content	[608, 992, 965, 1399]
story-body: ନିର୍ଭୟାନନ୍ଦ ମିଶ୍ର, ସଂସ୍କୃତ ମହାବିଦ୍ୟାଳୟ ଅଧ୍ୟକ୍ଷ ସୌଭାଗିନୀ ପ୍ରିୟା ନନ୍ଦ, କବି ଲାଲୁ ରାଉତରାୟ, ନିମାପଡ଼ା ପୌରପାଳିକା କାର୍ଯ୍ୟନିର୍ବାହୀ ଅଧିକାରୀ ଉପସ୍ଥିତ ରହି ଛାତ୍ରଛାତ୍ରୀଙ୍କୁ ଉତ୍ସାହିତ କରିଥିଲେ । ଡିଜିଟାଲ ଜ୍ଞାନ ସମ୍ବନ୍ଧରେ ଆଲୋଚନା କରିଥିଲେ । ବିଦ୍ୟାର୍ଥୀ ମାନଙ୍କ ସମ୍ବର୍ଦ୍ଧନା ପ୍ରଦାନ କରାଯାଇଥିଲା । ସମ୍ପାଦକ ସେମାନଙ୍କ ଲକ୍ଷ୍ୟ ସ୍ଥିର କରି ଆଗେଇବା ପାଇଁ ପରାମର୍ଶ ଦେଇଥିଲେ । ଶେଷରେ ସଞ୍ଚାଳକ ଧନ୍ୟବାଦ ଅର୍ପଣ କରିଥିଲେ । ଏହି ଅବସରରେ ବହୁ ଶିକ୍ଷାନୁରାଗୀ ଉପସ୍ଥିତ ଥିଲେ ।	[230, 2063, 590, 2189]
divider	[983, 713, 1535, 714]
dateline: ବରାଇଁ, ୨୦।୦୭ (ଆ.ପ୍ର) :	[983, 1817, 1167, 1831]
headline	[38, 258, 590, 422]
gandhi-portrait	[65, 73, 180, 211]
story-photo	[608, 1577, 965, 1771]
story-side	[230, 429, 590, 840]
story-xavier-hostel	[38, 255, 590, 847]
